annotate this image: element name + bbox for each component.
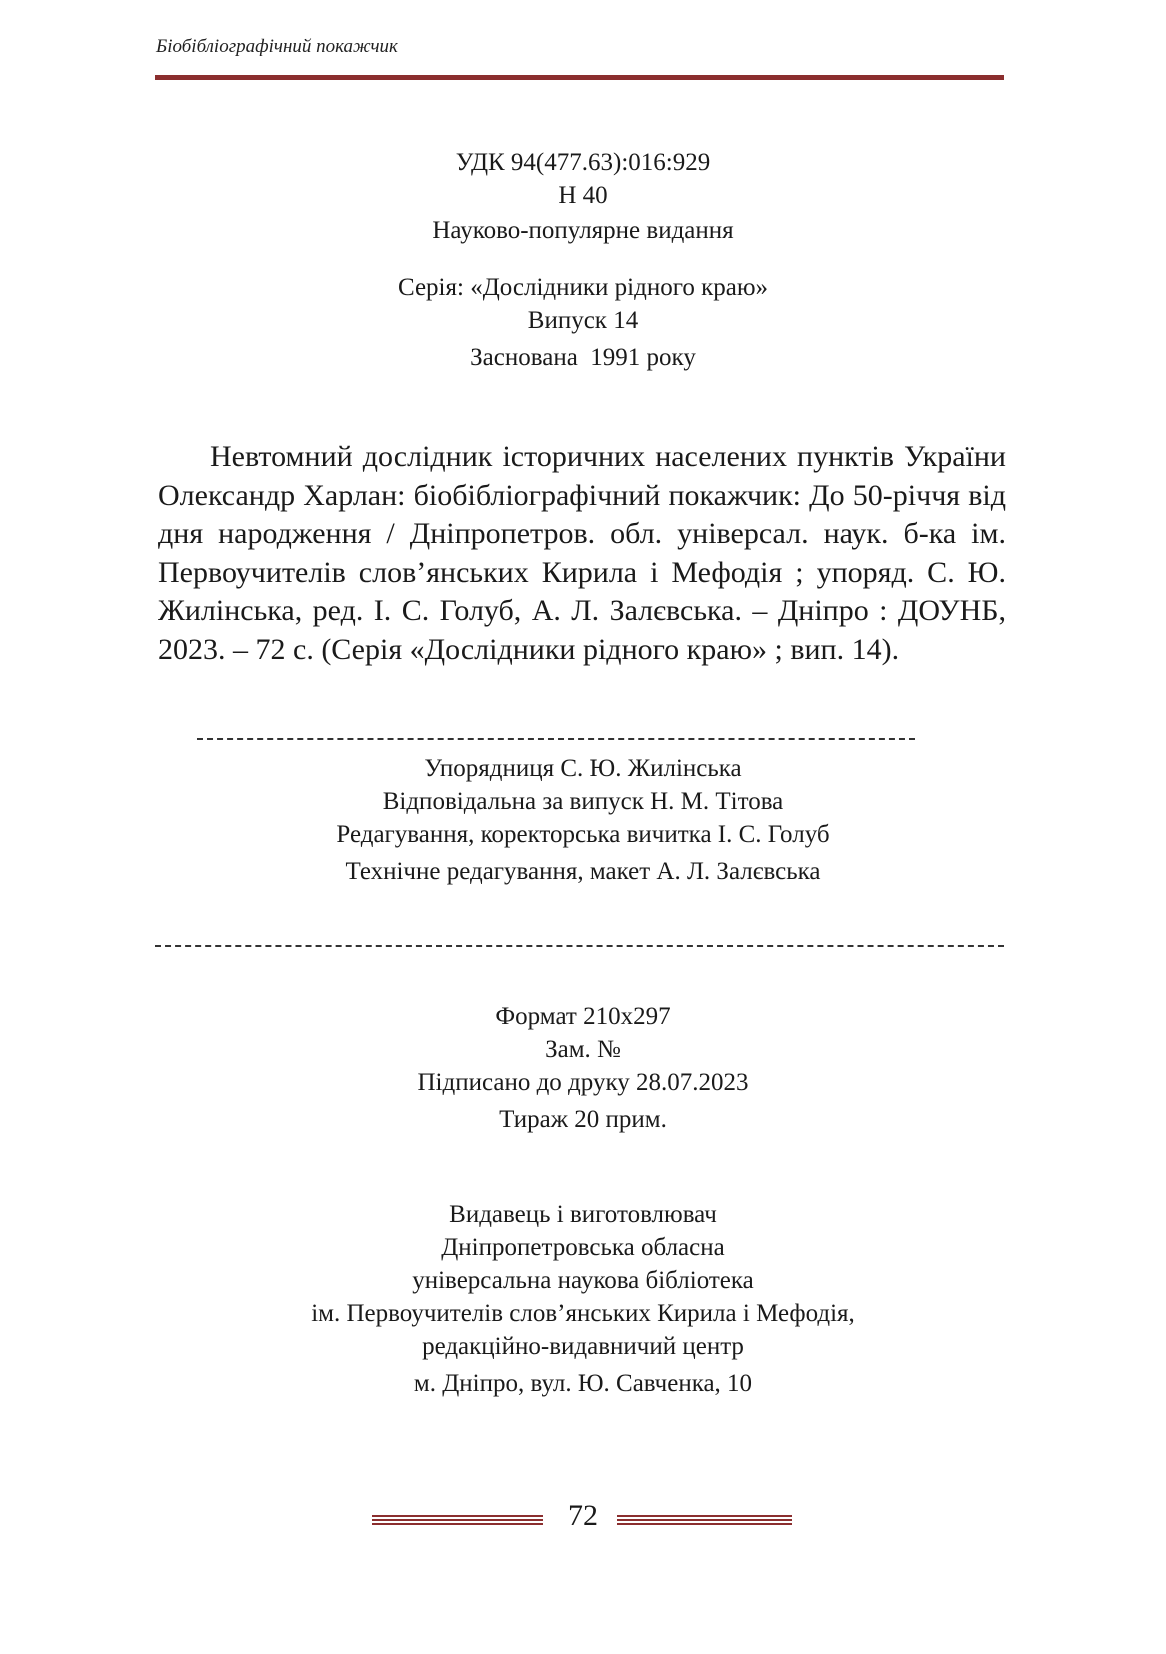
dashed-divider-2 — [155, 945, 1004, 947]
footer-rule-right — [617, 1515, 792, 1525]
udc-code: УДК 94(477.63):016:929 — [455, 149, 711, 176]
credit-line: Відповідальна за випуск Н. М. Тітова — [382, 788, 784, 815]
page-number: 72 — [568, 1499, 598, 1532]
series-founded: Заснована 1991 року — [470, 344, 696, 371]
credit-line: Упорядниця С. Ю. Жилінська — [424, 755, 742, 782]
bibliographic-description: Невтомний дослідник історичних населених пунктів України Олександр Харлан: біобібліографічний покажчик: До 50-річчя від дня народження / Дніпропетров. обл. універсал. наук. б-ка ім. Первоучителів слов’янських Кирила і Мефодія ; упоряд. С. Ю. Жилінська, ред. І. С. Голуб, А. Л. Залєвська. – Дніпро : ДОУНБ, 2023. – 72 с. (Серія «Дослідники рідного краю» ; вип. 14). — [158, 440, 1006, 666]
author-mark: Н 40 — [558, 182, 608, 209]
footer-rule-left — [372, 1515, 543, 1525]
publisher-address: м. Дніпро, вул. Ю. Савченка, 10 — [413, 1370, 753, 1397]
print-order: Зам. № — [545, 1036, 621, 1063]
series-block — [0, 271, 1166, 374]
print-signed: Підписано до друку 28.07.2023 — [417, 1069, 749, 1096]
publisher-line: редакційно-видавничий центр — [422, 1333, 744, 1360]
credit-line: Технічне редагування, макет А. Л. Залєвська — [345, 858, 821, 885]
print-format: Формат 210х297 — [495, 1003, 671, 1030]
dashed-divider-1 — [197, 738, 915, 740]
series-title: Серія: «Дослідники рідного краю» — [397, 274, 768, 301]
publisher-block — [0, 1198, 1166, 1400]
print-run: Тираж 20 прим. — [499, 1106, 667, 1133]
running-head: Біобібліографічний покажчик — [156, 36, 398, 57]
publisher-line: ім. Первоучителів слов’янських Кирила і Мефодія, — [311, 1300, 855, 1327]
credits-block — [0, 752, 1166, 888]
header-rule — [155, 75, 1004, 80]
publisher-line: Видавець і виготовлювач — [449, 1201, 717, 1228]
publisher-line: універсальна наукова бібліотека — [412, 1267, 754, 1294]
credit-line: Редагування, коректорська вичитка І. С. Голуб — [336, 821, 830, 848]
series-issue: Випуск 14 — [527, 307, 639, 334]
edition-type: Науково-популярне видання — [432, 217, 734, 244]
print-info-block — [0, 1000, 1166, 1136]
publisher-line: Дніпропетровська обласна — [441, 1234, 725, 1261]
imprint-top-block — [0, 146, 1166, 247]
